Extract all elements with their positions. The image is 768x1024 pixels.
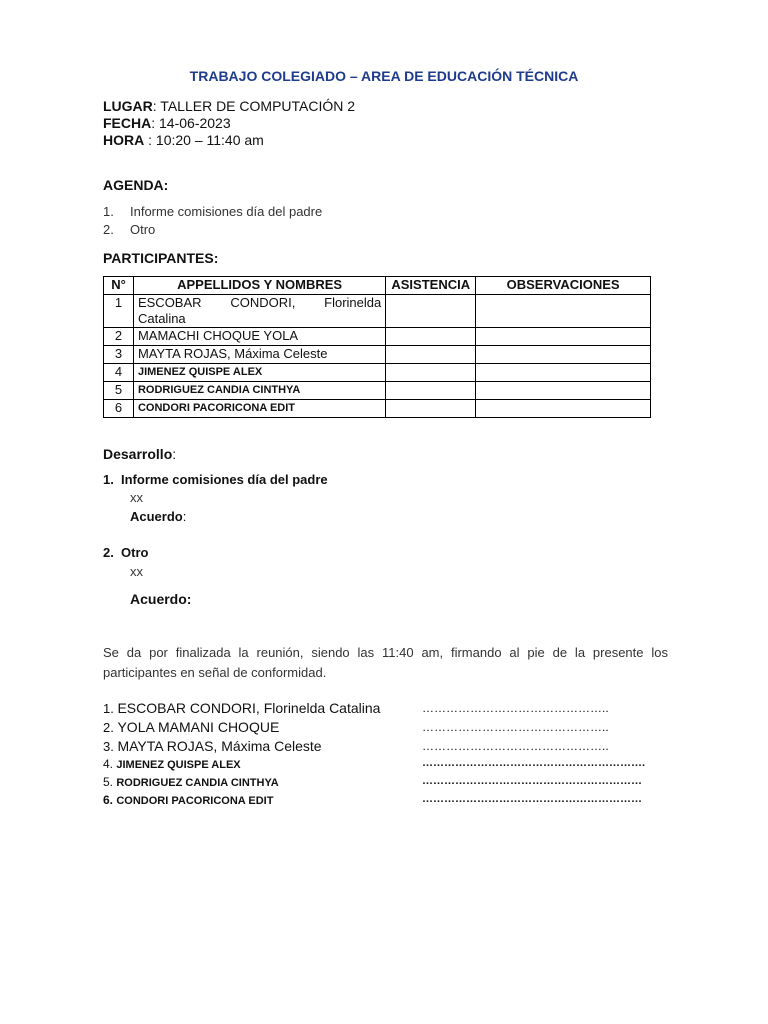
table-row: [104, 295, 651, 328]
meta-lugar: [103, 98, 355, 114]
column-header: OBSERVACIONES: [476, 277, 651, 295]
signature-row: [103, 793, 273, 807]
row-observations: [476, 364, 651, 382]
signature-line: ………………………………………..: [422, 739, 609, 753]
agenda-heading: AGENDA:: [103, 177, 169, 193]
hora-label: HORA: [103, 132, 145, 148]
row-attendance: [386, 295, 476, 328]
signature-name: RODRIGUEZ CANDIA CINTHYA: [116, 777, 279, 789]
signature-name: CONDORI PACORICONA EDIT: [116, 795, 274, 807]
row-observations: [476, 400, 651, 418]
signature-number: 6.: [103, 793, 114, 807]
table-header-row: [104, 277, 651, 295]
row-attendance: [386, 364, 476, 382]
table-row: [104, 346, 651, 364]
lugar-label: LUGAR: [103, 98, 153, 114]
signature-line: …………………………………………………….: [422, 757, 646, 769]
signature-row: [103, 775, 279, 789]
closing-paragraph: Se da por finalizada la reunión, siendo las 11:40 am, firmando al pie de la presente los participantes en señal de conformidad.: [103, 645, 668, 680]
desarrollo-item-body: xx: [130, 490, 143, 505]
column-header: N°: [104, 277, 134, 295]
hora-value: : 10:20 – 11:40 am: [144, 132, 264, 148]
signature-line: ………………………………………..: [422, 720, 609, 734]
table-row: [104, 328, 651, 346]
row-observations: [476, 346, 651, 364]
row-observations: [476, 328, 651, 346]
meta-hora: [103, 132, 264, 148]
document-title: TRABAJO COLEGIADO – AREA DE EDUCACIÓN TÉCNICA: [189, 68, 579, 84]
desarrollo-item-title: Informe comisiones día del padre: [121, 472, 328, 487]
signature-name: JIMENEZ QUISPE ALEX: [116, 759, 241, 771]
signature-line: ……………………………………………………: [422, 775, 642, 787]
row-attendance: [386, 328, 476, 346]
desarrollo-item-num: 2.: [103, 545, 114, 560]
row-observations: [476, 295, 651, 328]
table-row: [104, 382, 651, 400]
signature-name: ESCOBAR CONDORI, Florinelda Catalina: [117, 700, 381, 716]
signature-line: ……………………………………………………: [422, 793, 642, 805]
acuerdo-colon: :: [182, 509, 187, 524]
row-name: ESCOBAR CONDORI, Florinelda Catalina: [133, 295, 385, 328]
row-observations: [476, 382, 651, 400]
signature-name: MAYTA ROJAS, Máxima Celeste: [117, 738, 322, 754]
row-number: 5: [104, 382, 134, 400]
row-number: 4: [104, 364, 134, 382]
desarrollo-heading: [103, 446, 176, 462]
row-name: MAMACHI CHOQUE YOLA: [133, 328, 385, 346]
lugar-value: : TALLER DE COMPUTACIÓN 2: [152, 98, 356, 114]
participants-table: [103, 276, 651, 418]
meta-fecha: [103, 115, 231, 131]
signature-row: [103, 738, 322, 754]
signature-number: 4.: [103, 757, 114, 771]
column-header: ASISTENCIA: [386, 277, 476, 295]
row-attendance: [386, 346, 476, 364]
desarrollo-item-num: 1.: [103, 472, 114, 487]
table-row: [104, 400, 651, 418]
desarrollo-item-body: xx: [130, 564, 143, 579]
column-header: APPELLIDOS Y NOMBRES: [133, 277, 385, 295]
signature-name: YOLA MAMANI CHOQUE: [117, 719, 280, 735]
agenda-item-num: 1.: [103, 204, 114, 219]
row-name: RODRIGUEZ CANDIA CINTHYA: [133, 382, 385, 400]
row-number: 3: [104, 346, 134, 364]
row-number: 1: [104, 295, 134, 328]
agenda-item-text: Informe comisiones día del padre: [130, 204, 323, 219]
row-number: 6: [104, 400, 134, 418]
desarrollo-heading-text: Desarrollo: [103, 446, 173, 462]
signature-row: [103, 719, 279, 735]
desarrollo-heading-colon: :: [172, 446, 177, 462]
signature-number: 5.: [103, 775, 114, 789]
signature-line: ………………………………………..: [422, 701, 609, 715]
participants-heading: PARTICIPANTES:: [103, 250, 219, 266]
row-attendance: [386, 382, 476, 400]
signature-number: 3.: [103, 739, 114, 754]
row-name: JIMENEZ QUISPE ALEX: [133, 364, 385, 382]
agenda-item-num: 2.: [103, 222, 114, 237]
desarrollo-item-title: Otro: [121, 545, 149, 560]
signature-number: 2.: [103, 720, 114, 735]
fecha-label: FECHA: [103, 115, 152, 131]
acuerdo-label: Acuerdo:: [130, 591, 192, 607]
acuerdo-line: [130, 509, 186, 524]
row-name: CONDORI PACORICONA EDIT: [133, 400, 385, 418]
acuerdo-label: Acuerdo: [130, 509, 183, 524]
fecha-value: : 14-06-2023: [151, 115, 231, 131]
row-name: MAYTA ROJAS, Máxima Celeste: [133, 346, 385, 364]
signature-number: 1.: [103, 701, 114, 716]
signature-row: [103, 700, 380, 716]
signature-row: [103, 757, 241, 771]
row-number: 2: [104, 328, 134, 346]
row-attendance: [386, 400, 476, 418]
agenda-item-text: Otro: [130, 222, 156, 237]
table-row: [104, 364, 651, 382]
